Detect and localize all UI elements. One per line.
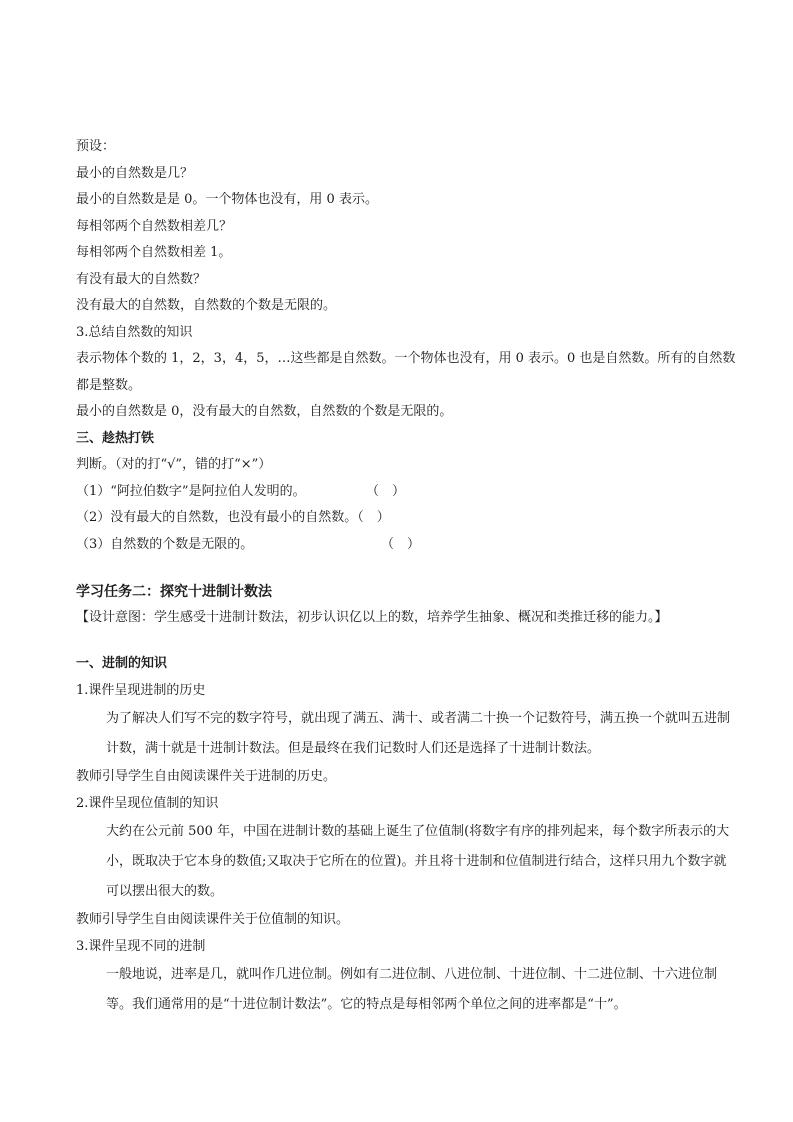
judgement-item-text: （1）“阿拉伯数字”是阿拉伯人发明的。 xyxy=(76,483,306,499)
qa-line-1: 最小的自然数是几？ xyxy=(76,165,194,181)
section-heading-practice: 三、趁热打铁 xyxy=(76,430,155,446)
sub-heading-base-knowledge: 一、进制的知识 xyxy=(76,656,168,671)
block-paragraph-1: 为了解决人们写不完的数字符号，就出现了满五、满十、或者满二十换一个记数符号，满五换一个就叫五进制计数，满十就是十进制计数法。但是最终在我们记数时人们还是选择了十进制计数法。 xyxy=(106,711,731,756)
qa-line-6: 没有最大的自然数，自然数的个数是无限的。 xyxy=(76,298,337,313)
answer-blank[interactable]: （ ） xyxy=(357,510,390,525)
preset-label: 预设： xyxy=(76,139,116,154)
judgement-item-3 xyxy=(76,532,736,559)
qa-line-5: 有没有最大的自然数？ xyxy=(76,271,207,287)
block-heading-1: 1.课件呈现进制的历史 xyxy=(76,682,206,698)
task-title: 学习任务二：探究十进制计数法 xyxy=(76,584,272,600)
summary-paragraph: 表示物体个数的 1，2，3，4，5，…这些都是自然数。一个物体也没有，用 0 表示。0 也是自然数。所有的自然数都是整数。 xyxy=(76,351,736,393)
block-note-2: 教师引导学生自由阅读课件关于位值制的知识。 xyxy=(76,912,350,927)
qa-line-2: 最小的自然数是是 0。一个物体也没有，用 0 表示。 xyxy=(76,192,378,207)
design-intent: 【设计意图：学生感受十进制计数法，初步认识亿以上的数，培养学生抽象、概况和类推迁移的能力。】 xyxy=(76,610,668,625)
summary-heading: 3.总结自然数的知识 xyxy=(76,324,193,340)
block-heading-2: 2.课件呈现位值制的知识 xyxy=(76,795,219,811)
judgement-item-text: （3）自然数的个数是无限的。 xyxy=(76,536,254,552)
qa-line-4: 每相邻两个自然数相差 1。 xyxy=(76,245,232,260)
judgement-item-text: （2）没有最大的自然数，也没有最小的自然数。 xyxy=(76,510,358,525)
answer-blank[interactable]: （ ） xyxy=(381,536,421,552)
judgement-instruction: 判断。（对的打“√”，错的打“×”） xyxy=(76,457,272,472)
answer-blank[interactable]: （ ） xyxy=(366,483,406,499)
document-content xyxy=(76,134,736,1020)
judgement-item-2 xyxy=(76,505,736,532)
block-heading-3: 3.课件呈现不同的进制 xyxy=(76,938,206,954)
block-paragraph-3: 一般地说，进率是几，就叫作几进位制。例如有二进位制、八进位制、十进位制、十二进位制、十六进位制等。我们通常用的是“十进位制计数法”。它的特点是每相邻两个单位之间的进率都是“十”。 xyxy=(106,967,718,1012)
block-paragraph-2: 大约在公元前 500 年，中国在进制计数的基础上诞生了位值制(将数字有序的排列起来，每个数字所表示的大小，既取决于它本身的数值;又取决于它所在的位置)。并且将十进制和位值制进行结合，这样只用九个数字就可以摆出很大的数。 xyxy=(106,824,730,899)
summary-line-2: 最小的自然数是 0，没有最大的自然数，自然数的个数是无限的。 xyxy=(76,404,453,419)
judgement-item-1 xyxy=(76,479,736,506)
block-note-1: 教师引导学生自由阅读课件关于进制的历史。 xyxy=(76,769,337,784)
qa-line-3: 每相邻两个自然数相差几？ xyxy=(76,218,233,234)
